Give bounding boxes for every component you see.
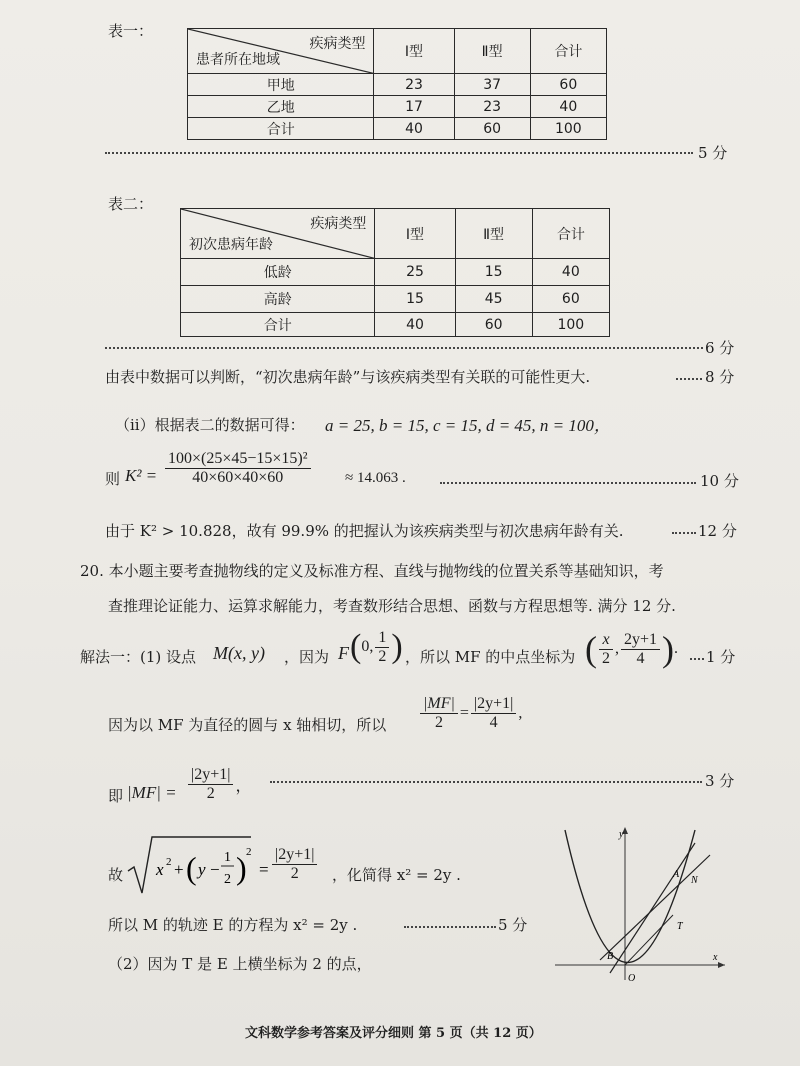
y-axis-label: y: [619, 829, 624, 840]
sol1-score: 1 分: [706, 648, 736, 666]
dotted-leader: [440, 482, 696, 484]
table2-header-top: 疾病类型: [310, 216, 367, 232]
table-row: [188, 96, 607, 118]
table2-row-label: 合计: [181, 313, 375, 337]
ie-fraction: [186, 766, 251, 803]
k2-prefix: 则: [105, 470, 121, 488]
F-x-coord: 0,: [361, 638, 374, 655]
table2-col-header: Ⅱ型: [455, 209, 532, 259]
table-cell: 100: [530, 118, 606, 140]
k2-result: ≈ 14.063 .: [345, 470, 406, 486]
gu-fraction: [270, 846, 319, 883]
svg-text:): ): [236, 850, 247, 886]
svg-text:1: 1: [224, 850, 231, 865]
judgement-score: 8 分: [705, 368, 735, 386]
table-cell: 40: [374, 118, 454, 140]
table-cell: 23: [374, 74, 454, 96]
tangent-equation: [418, 695, 522, 732]
mid-x-num: x: [599, 631, 613, 650]
table1-col-header: Ⅱ型: [454, 29, 530, 74]
table-cell: 25: [375, 259, 455, 286]
period: .: [674, 640, 679, 657]
svg-text:(: (: [186, 850, 197, 886]
table-row: [188, 118, 607, 140]
F-y-den: 2: [378, 647, 387, 665]
table-cell: 40: [530, 96, 606, 118]
k2-fraction: [163, 450, 313, 487]
table1-diagonal-header: [188, 29, 374, 74]
table-row: [181, 259, 610, 286]
table1-header-bottom: 患者所在地域: [196, 52, 280, 68]
dotted-leader: [690, 658, 704, 660]
sol1-because: ，因为: [284, 648, 330, 666]
table-row: [188, 74, 607, 96]
table1: [187, 28, 607, 140]
gu-simplify: ，化简得 x² = 2y .: [332, 866, 461, 884]
table-cell: 100: [532, 313, 609, 337]
point-T-label: T: [677, 921, 683, 932]
origin-label: O: [628, 973, 636, 984]
dotted-leader: [672, 532, 696, 534]
mid-y-den: 4: [636, 649, 645, 667]
F-y-num: 1: [375, 629, 389, 648]
gu-den: 2: [290, 865, 299, 882]
point-F: F: [338, 643, 349, 663]
table1-row-label: 合计: [188, 118, 374, 140]
table1-row-label: 甲地: [188, 74, 374, 96]
midpoint-coords: [585, 628, 678, 670]
conclusion-text: 由于 K² > 10.828，故有 99.9% 的把握认为该疾病类型与初次患病年龄有关.: [105, 522, 624, 540]
comma: ,: [615, 640, 619, 657]
table2-col-header: 合计: [532, 209, 609, 259]
table2-row-label: 低龄: [181, 259, 375, 286]
q20-line1: 20. 本小题主要考查抛物线的定义及标准方程、直线与抛物线的位置关系等基础知识，考: [80, 562, 664, 580]
svg-text:2: 2: [224, 872, 231, 887]
tangent-rhs-den: 4: [489, 714, 498, 731]
x-axis-label: x: [713, 952, 718, 963]
point-M: M(x, y): [213, 643, 265, 663]
table-row: [181, 313, 610, 337]
table-cell: 40: [532, 259, 609, 286]
table-cell: 60: [454, 118, 530, 140]
table-cell: 15: [375, 286, 455, 313]
sol1-midpoint-text: ，所以 MF 的中点坐标为: [405, 648, 576, 666]
point-B-label: B: [607, 951, 614, 962]
ie-prefix: 即: [108, 787, 124, 805]
paren-right: ): [391, 628, 403, 665]
conclusion-score: 12 分: [698, 522, 737, 540]
dotted-leader: [676, 378, 702, 380]
point-N-label: N: [691, 875, 698, 886]
part-ii-intro: （ii）根据表二的数据可得：: [115, 416, 305, 434]
mid-y-num: 2y+1: [621, 631, 660, 650]
table2-col-header: Ⅰ型: [375, 209, 455, 259]
table1-score: 5 分: [698, 144, 728, 162]
table-cell: 60: [455, 313, 532, 337]
dotted-leader: [404, 926, 496, 928]
table-cell: 15: [455, 259, 532, 286]
ie-score: 3 分: [705, 772, 735, 790]
gu-num: |2y+1|: [272, 846, 317, 865]
k2-lhs: K² =: [125, 466, 158, 485]
svg-text:2: 2: [166, 856, 172, 868]
dotted-leader: [270, 781, 702, 783]
table2-score: 6 分: [705, 339, 735, 357]
table1-header-top: 疾病类型: [309, 36, 366, 52]
table-row: [181, 286, 610, 313]
dotted-leader: [105, 347, 703, 349]
table2-row-label: 高龄: [181, 286, 375, 313]
tangent-rhs-num: |2y+1|: [471, 695, 516, 714]
locus-text: 所以 M 的轨迹 E 的方程为 x² = 2y .: [108, 916, 358, 934]
paren-right: ): [662, 629, 675, 669]
judgement-text: 由表中数据可以判断，“初次患病年龄”与该疾病类型有关联的可能性更大.: [105, 368, 591, 386]
q20-line2: 查推理论证能力、运算求解能力，考查数形结合思想、函数与方程思想等. 满分 12 分.: [108, 597, 676, 615]
svg-text:x: x: [156, 860, 164, 879]
svg-text:2: 2: [246, 846, 252, 858]
mid-x-den: 2: [602, 649, 610, 667]
table-cell: 17: [374, 96, 454, 118]
comma: ，: [235, 778, 252, 795]
svg-text:=: =: [259, 860, 269, 879]
table1-row-label: 乙地: [188, 96, 374, 118]
table-cell: 60: [530, 74, 606, 96]
table1-caption: 表一：: [108, 22, 154, 40]
sol1-prefix: 解法一：(1) 设点: [80, 648, 197, 666]
k2-score: 10 分: [700, 472, 739, 490]
parabola-figure: [555, 825, 730, 989]
table-cell: 45: [455, 286, 532, 313]
table2-diagonal-header: [181, 209, 375, 259]
table-cell: 23: [454, 96, 530, 118]
equals: =: [459, 704, 469, 722]
ie-lhs: |MF| =: [127, 783, 177, 802]
dotted-leader: [105, 152, 693, 154]
parabola-diagram: [555, 825, 730, 985]
svg-text:y: y: [198, 860, 206, 879]
table1-col-header: Ⅰ型: [374, 29, 454, 74]
tangent-text: 因为以 MF 为直径的圆与 x 轴相切，所以: [108, 716, 387, 734]
k2-numerator: 100×(25×45−15×15)²: [165, 450, 311, 469]
table1-col-header: 合计: [530, 29, 606, 74]
tangent-lhs-den: 2: [434, 714, 443, 731]
table2-header-bottom: 初次患病年龄: [189, 237, 273, 253]
table2-caption: 表二：: [108, 195, 154, 213]
svg-text:+: +: [174, 860, 184, 879]
part2-text: （2）因为 T 是 E 上横坐标为 2 的点，: [108, 955, 372, 973]
gu-prefix: 故: [108, 866, 124, 884]
table2: [180, 208, 610, 337]
point-A-label: A: [673, 869, 680, 880]
ie-num: |2y+1|: [188, 766, 233, 785]
tangent-lhs-num: |MF|: [420, 695, 458, 714]
table-cell: 60: [532, 286, 609, 313]
svg-text:−: −: [210, 860, 220, 879]
k2-denominator: 40×60×40×60: [192, 469, 284, 486]
part-ii-values: a = 25, b = 15, c = 15, d = 45, n = 100，: [325, 416, 611, 435]
table-cell: 40: [375, 313, 455, 337]
page-footer: 文科数学参考答案及评分细则 第 5 页（共 12 页）: [245, 1026, 542, 1041]
comma: ,: [518, 704, 523, 722]
paren-left: (: [350, 628, 362, 665]
table-cell: 37: [454, 74, 530, 96]
locus-score: 5 分: [498, 916, 528, 934]
ie-den: 2: [206, 785, 215, 802]
paren-left: (: [585, 629, 597, 669]
point-F-coords: [350, 628, 403, 666]
